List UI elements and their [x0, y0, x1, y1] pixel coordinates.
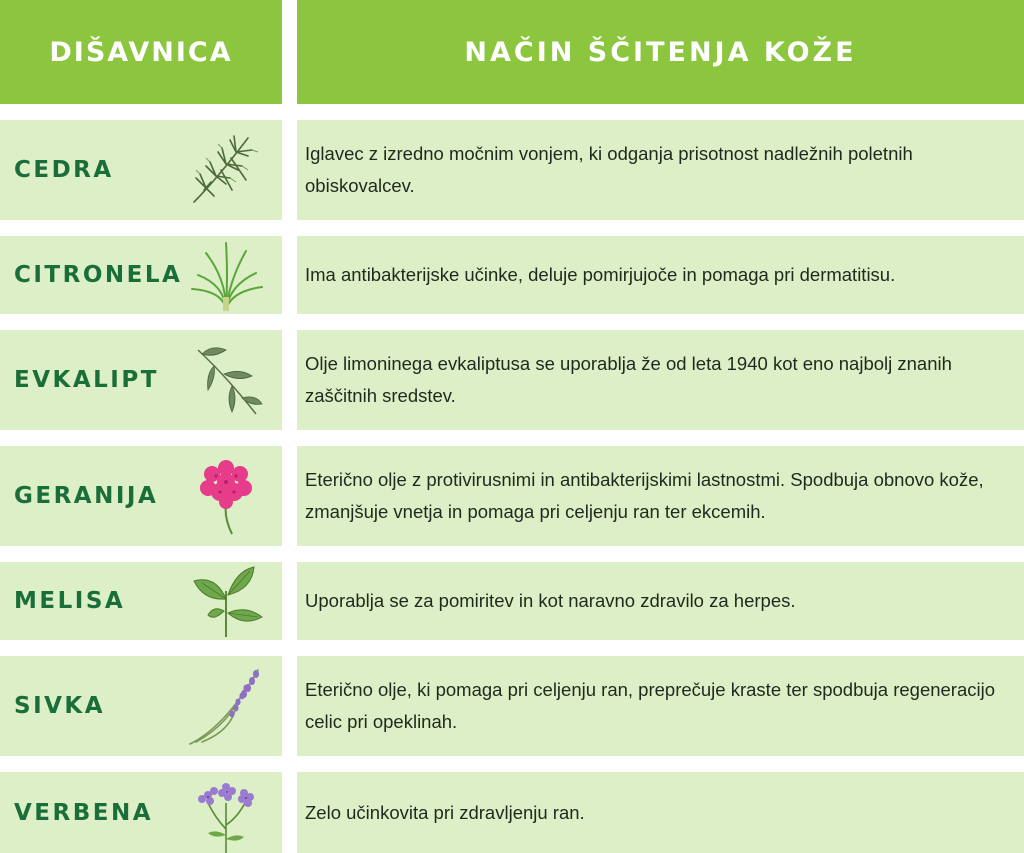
table-row-melisa-name-cell — [0, 562, 282, 640]
herb-description: Eterično olje z protivirusnimi in antibakterijskimi lastnostmi. Spodbuja obnovo kože, zmanjšuje vnetja in pomaga pri celjenju ran ter ekcemih. — [305, 469, 984, 522]
table-row-evkalipt-name-cell — [0, 330, 282, 430]
herb-name: MELISA — [14, 588, 126, 614]
herb-description: Zelo učinkovita pri zdravljenju ran. — [305, 801, 585, 823]
herb-name: SIVKA — [14, 693, 106, 719]
geranium-flower-icon — [186, 456, 266, 536]
herb-name: VERBENA — [14, 799, 154, 826]
table-row-geranija-name-cell — [0, 446, 282, 546]
table-row-sivka-desc-cell — [297, 656, 1024, 756]
herb-name: CEDRA — [14, 157, 114, 183]
herb-name: GERANIJA — [14, 483, 159, 509]
table-row-cedra-name-cell — [0, 120, 282, 220]
table-row-verbena-desc-cell — [297, 772, 1024, 853]
cedar-branch-icon — [186, 130, 266, 210]
header-col-protection — [297, 0, 1024, 104]
table-row-citronela-name-cell — [0, 236, 282, 314]
herb-description: Uporablja se za pomiritev in kot naravno zdravilo za herpes. — [305, 590, 796, 611]
table-row-cedra-desc-cell — [297, 120, 1024, 220]
herb-description: Iglavec z izredno močnim vonjem, ki odganja prisotnost nadležnih poletnih obiskovalcev. — [305, 143, 913, 196]
verbena-flower-icon — [186, 773, 266, 853]
table-row-sivka-name-cell — [0, 656, 282, 756]
table-row-melisa-desc-cell — [297, 562, 1024, 640]
citronella-grass-icon — [186, 235, 266, 315]
lemon-balm-leaves-icon — [186, 561, 266, 641]
herb-name: EVKALIPT — [14, 367, 159, 393]
header-col-herb — [0, 0, 282, 104]
herb-description: Eterično olje, ki pomaga pri celjenju ran, preprečuje kraste ter spodbuja regeneracijo celic pri opeklinah. — [305, 679, 996, 732]
lavender-sprig-icon — [186, 666, 266, 746]
table-row-geranija-desc-cell — [297, 446, 1024, 546]
table-row-verbena-name-cell — [0, 772, 282, 853]
table-row-citronela-desc-cell — [297, 236, 1024, 314]
table-row-evkalipt-desc-cell — [297, 330, 1024, 430]
herb-name: CITRONELA — [14, 262, 183, 288]
header-protection-label: NAČIN ŠČITENJA KOŽE — [464, 36, 857, 68]
herb-description: Ima antibakterijske učinke, deluje pomirjujoče in pomaga pri dermatitisu. — [305, 264, 896, 285]
eucalyptus-branch-icon — [186, 340, 266, 420]
herb-description: Olje limoninega evkaliptusa se uporablja že od leta 1940 kot eno najbolj znanih zaščitnih sredstev. — [305, 353, 952, 406]
header-herb-label: DIŠAVNICA — [49, 36, 233, 68]
